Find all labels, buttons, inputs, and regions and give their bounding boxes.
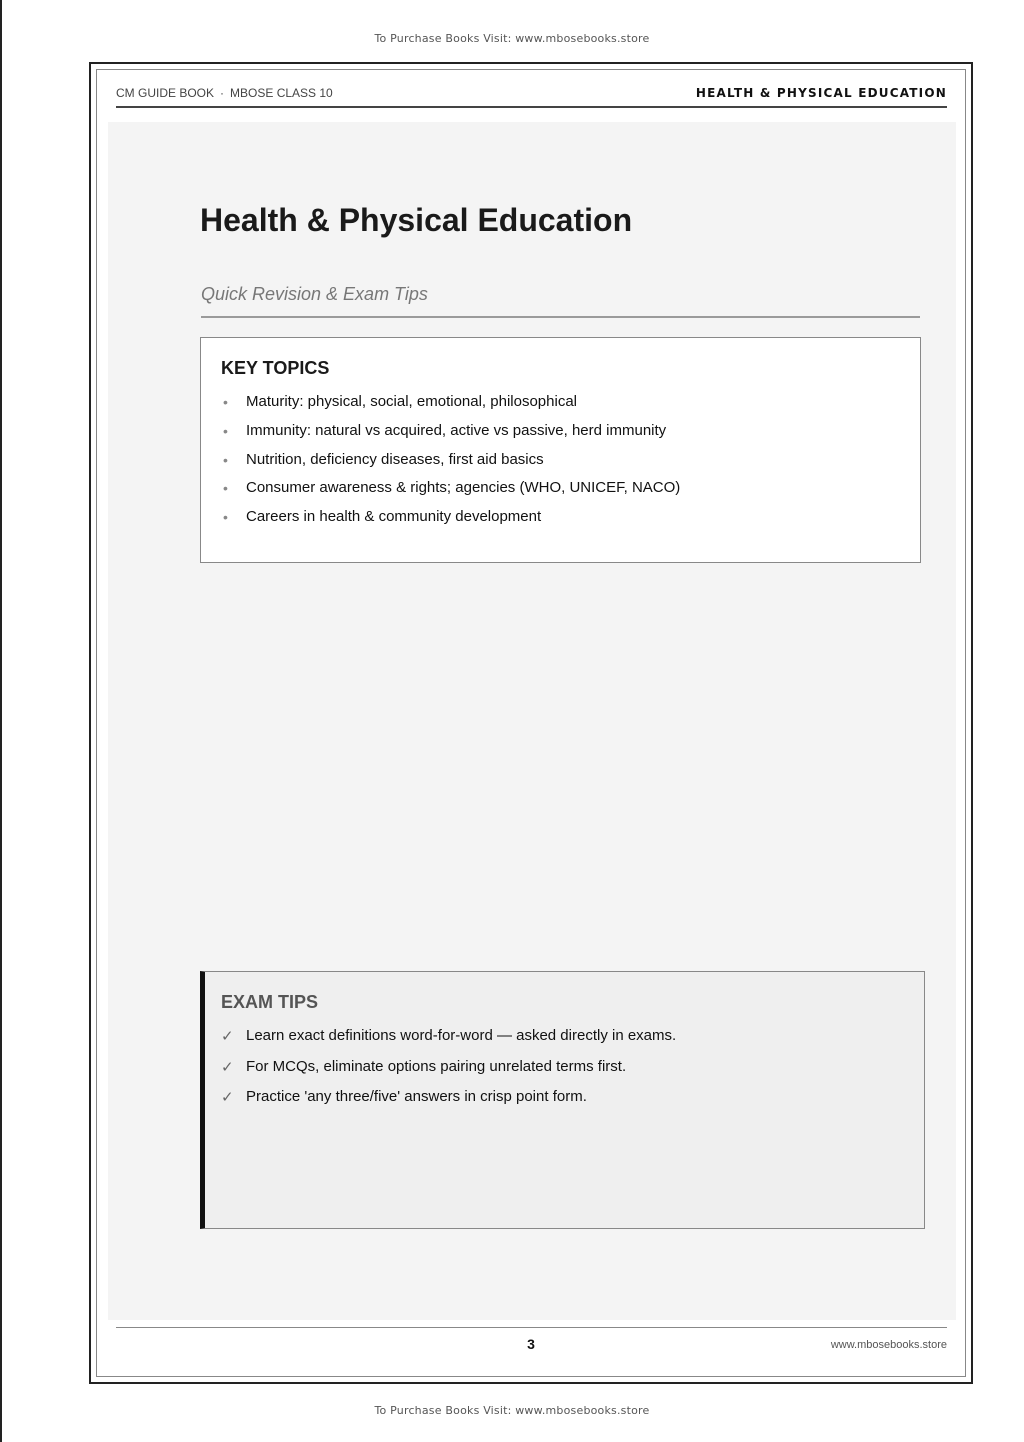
list-item-text: Careers in health & community development: [246, 508, 542, 526]
bullet-icon: •: [223, 509, 228, 526]
list-item-text: Immunity: natural vs acquired, active vs passive, herd immunity: [246, 421, 667, 439]
checkmark-icon: ✓: [221, 1027, 234, 1045]
bullet-icon: •: [223, 422, 228, 439]
list-item: [221, 508, 680, 537]
key-topics-list: [221, 393, 680, 537]
list-item: [221, 422, 680, 451]
list-item-text: Consumer awareness & rights; agencies (WHO, UNICEF, NACO): [246, 479, 681, 497]
promo-banner-top: To Purchase Books Visit: www.mbosebooks.store: [374, 32, 650, 45]
bullet-icon: •: [223, 480, 228, 497]
page-number: 3: [527, 1336, 535, 1352]
bullet-icon: •: [223, 451, 228, 468]
promo-banner-bottom: To Purchase Books Visit: www.mbosebooks.store: [374, 1404, 650, 1417]
list-item: [221, 1058, 676, 1089]
list-item: [221, 393, 680, 422]
header-separator: ·: [220, 86, 225, 100]
page-edge-divider: [0, 0, 2, 1442]
running-header: [116, 84, 947, 108]
list-item: [221, 479, 680, 508]
exam-tips-box: [200, 971, 925, 1229]
header-class-label: MBOSE CLASS 10: [230, 86, 333, 100]
list-item: [221, 1027, 676, 1058]
list-item: [221, 451, 680, 480]
exam-tips-heading: EXAM TIPS: [221, 992, 319, 1012]
page-subtitle: Quick Revision & Exam Tips: [201, 284, 920, 318]
bullet-icon: •: [223, 394, 228, 410]
checkmark-icon: ✓: [221, 1088, 234, 1106]
list-item: [221, 1088, 676, 1119]
list-item-text: Maturity: physical, social, emotional, philosophical: [246, 393, 577, 410]
header-book-info: [116, 86, 333, 100]
list-item-text: Nutrition, deficiency diseases, first aid basics: [246, 450, 544, 468]
list-item-text: Practice 'any three/five' answers in crisp point form.: [246, 1088, 587, 1105]
header-section-title: HEALTH & PHYSICAL EDUCATION: [695, 86, 947, 100]
footer-website: www.mbosebooks.store: [830, 1339, 947, 1351]
key-topics-heading: KEY TOPICS: [221, 358, 330, 378]
key-topics-box: [200, 337, 921, 563]
header-book-title: CM GUIDE BOOK: [116, 86, 215, 100]
list-item-text: For MCQs, eliminate options pairing unrelated terms first.: [246, 1057, 627, 1075]
list-item-text: Learn exact definitions word-for-word — asked directly in exams.: [246, 1027, 677, 1044]
footer-divider: [116, 1327, 947, 1328]
checkmark-icon: ✓: [221, 1057, 234, 1076]
page-title: Health & Physical Education: [200, 202, 633, 238]
exam-tips-list: [221, 1027, 676, 1119]
